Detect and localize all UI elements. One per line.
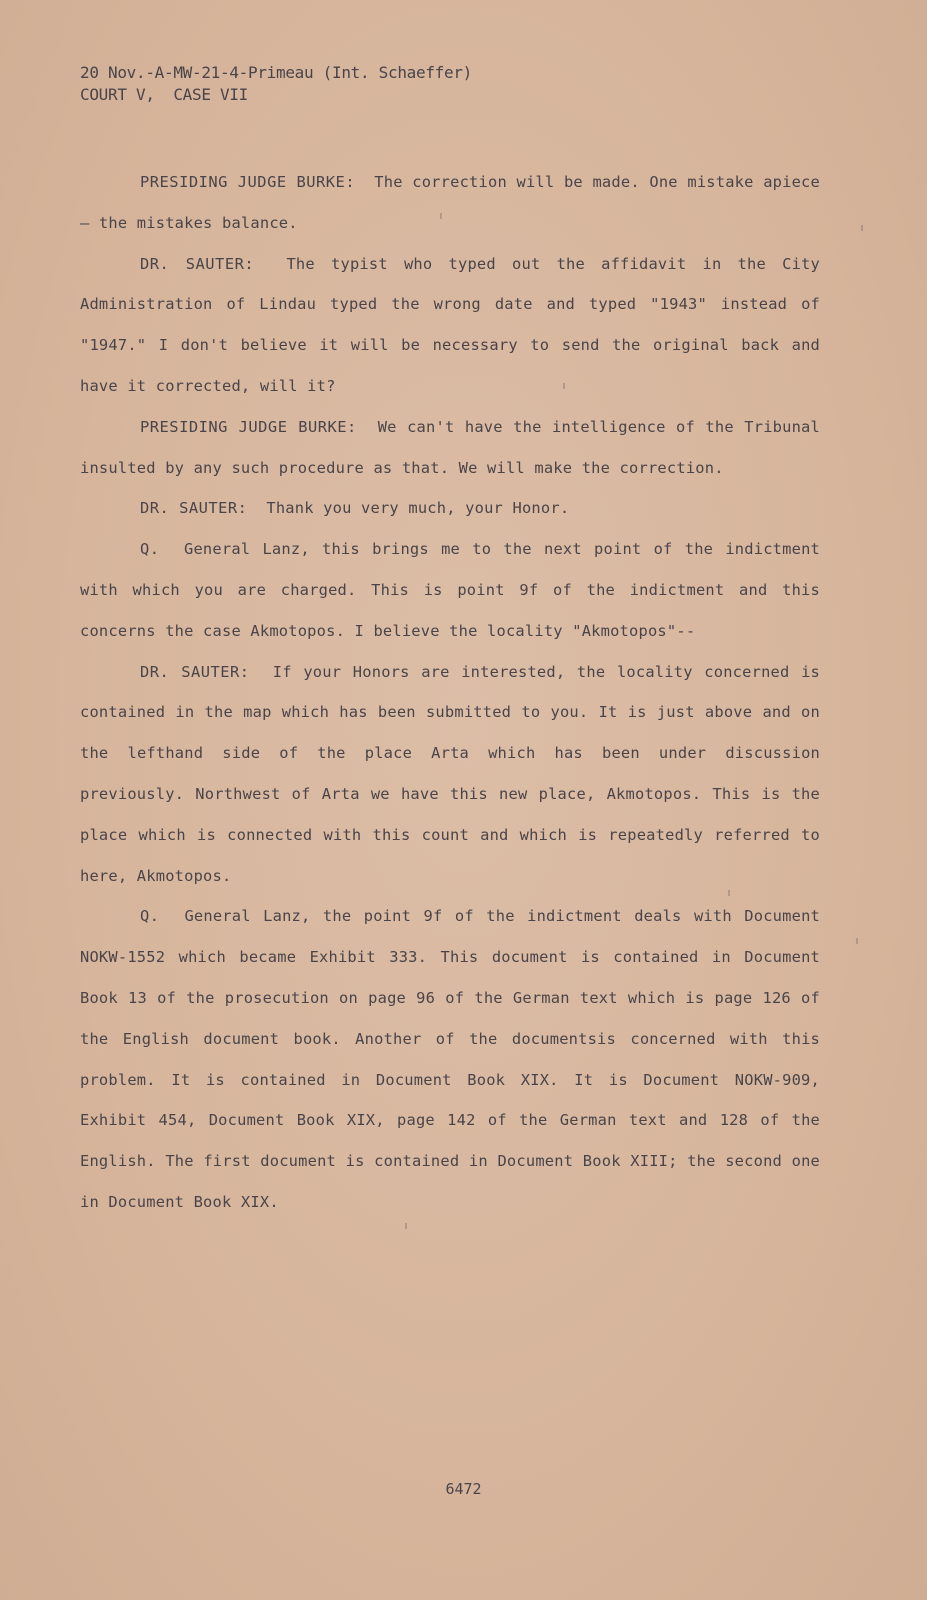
- paragraph-text: General Lanz, the point 9f of the indictment deals with Document NOKW-1552 which became Exhibit 333. This document is contained in Document Book 13 of the prosecution on page 96 of the German text which is page 126 of the English document book. Another of the documentsis concerned with this problem. It is contained in Document Book XIX. It is Document NOKW-909, Exhibit 454, Document Book XIX, page 142 of the German text and 128 of the English. The first document is contained in Document Book XIII; the second one in Document Book XIX.: [80, 907, 820, 1211]
- speaker-label: DR. SAUTER:: [140, 662, 250, 681]
- header-line-1: 20 Nov.-A-MW-21-4-Primeau (Int. Schaeffer): [80, 63, 472, 82]
- transcript-paragraph: [80, 896, 820, 1222]
- transcript-body: [80, 162, 820, 1223]
- transcript-paragraph: [80, 407, 820, 489]
- document-header: [80, 62, 472, 106]
- paragraph-text: The correction will be made. One mistake apiece — the mistakes balance.: [80, 173, 820, 232]
- transcript-paragraph: [80, 244, 820, 407]
- transcript-paragraph: [80, 162, 820, 244]
- paragraph-text: General Lanz, this brings me to the next point of the indictment with which you are charged. This is point 9f of the indictment and this concerns the case Akmotopos. I believe the locality "Akmotopos"--: [80, 540, 821, 640]
- paragraph-text: We can't have the intelligence of the Tribunal insulted by any such procedure as that. We will make the correction.: [80, 417, 820, 477]
- paper-speck: [728, 890, 730, 896]
- paper-speck: [563, 383, 565, 389]
- transcript-paragraph: [80, 529, 820, 651]
- transcript-paragraph: [80, 652, 820, 897]
- speaker-label: Q.: [140, 907, 160, 926]
- transcript-paragraph: [80, 488, 820, 529]
- paragraph-text: The typist who typed out the affidavit in the City Administration of Lindau typed the wrong date and typed "1943" instead of "1947." I don't believe it will be necessary to send the original back and have it corrected, will it?: [80, 254, 820, 395]
- speaker-label: PRESIDING JUDGE BURKE:: [140, 173, 356, 191]
- paragraph-text: Thank you very much, your Honor.: [266, 499, 570, 518]
- speaker-label: Q.: [140, 540, 160, 559]
- speaker-label: PRESIDING JUDGE BURKE:: [140, 417, 357, 436]
- header-line-2: COURT V, CASE VII: [80, 85, 248, 104]
- paper-speck: [440, 213, 442, 219]
- paper-speck: [856, 938, 858, 944]
- speaker-label: DR. SAUTER:: [140, 499, 248, 518]
- paragraph-text: If your Honors are interested, the locality concerned is contained in the map which has been submitted to you. It is just above and on the lefthand side of the place Arta which has been under discussion previously. Northwest of Arta we have this new place, Akmotopos. This is the place which is connected with this count and which is repeatedly referred to here, Akmotopos.: [80, 662, 821, 885]
- paper-speck: [405, 1223, 407, 1229]
- paper-speck: [861, 225, 863, 231]
- speaker-label: DR. SAUTER:: [140, 254, 255, 273]
- page-number: 6472: [445, 1480, 482, 1498]
